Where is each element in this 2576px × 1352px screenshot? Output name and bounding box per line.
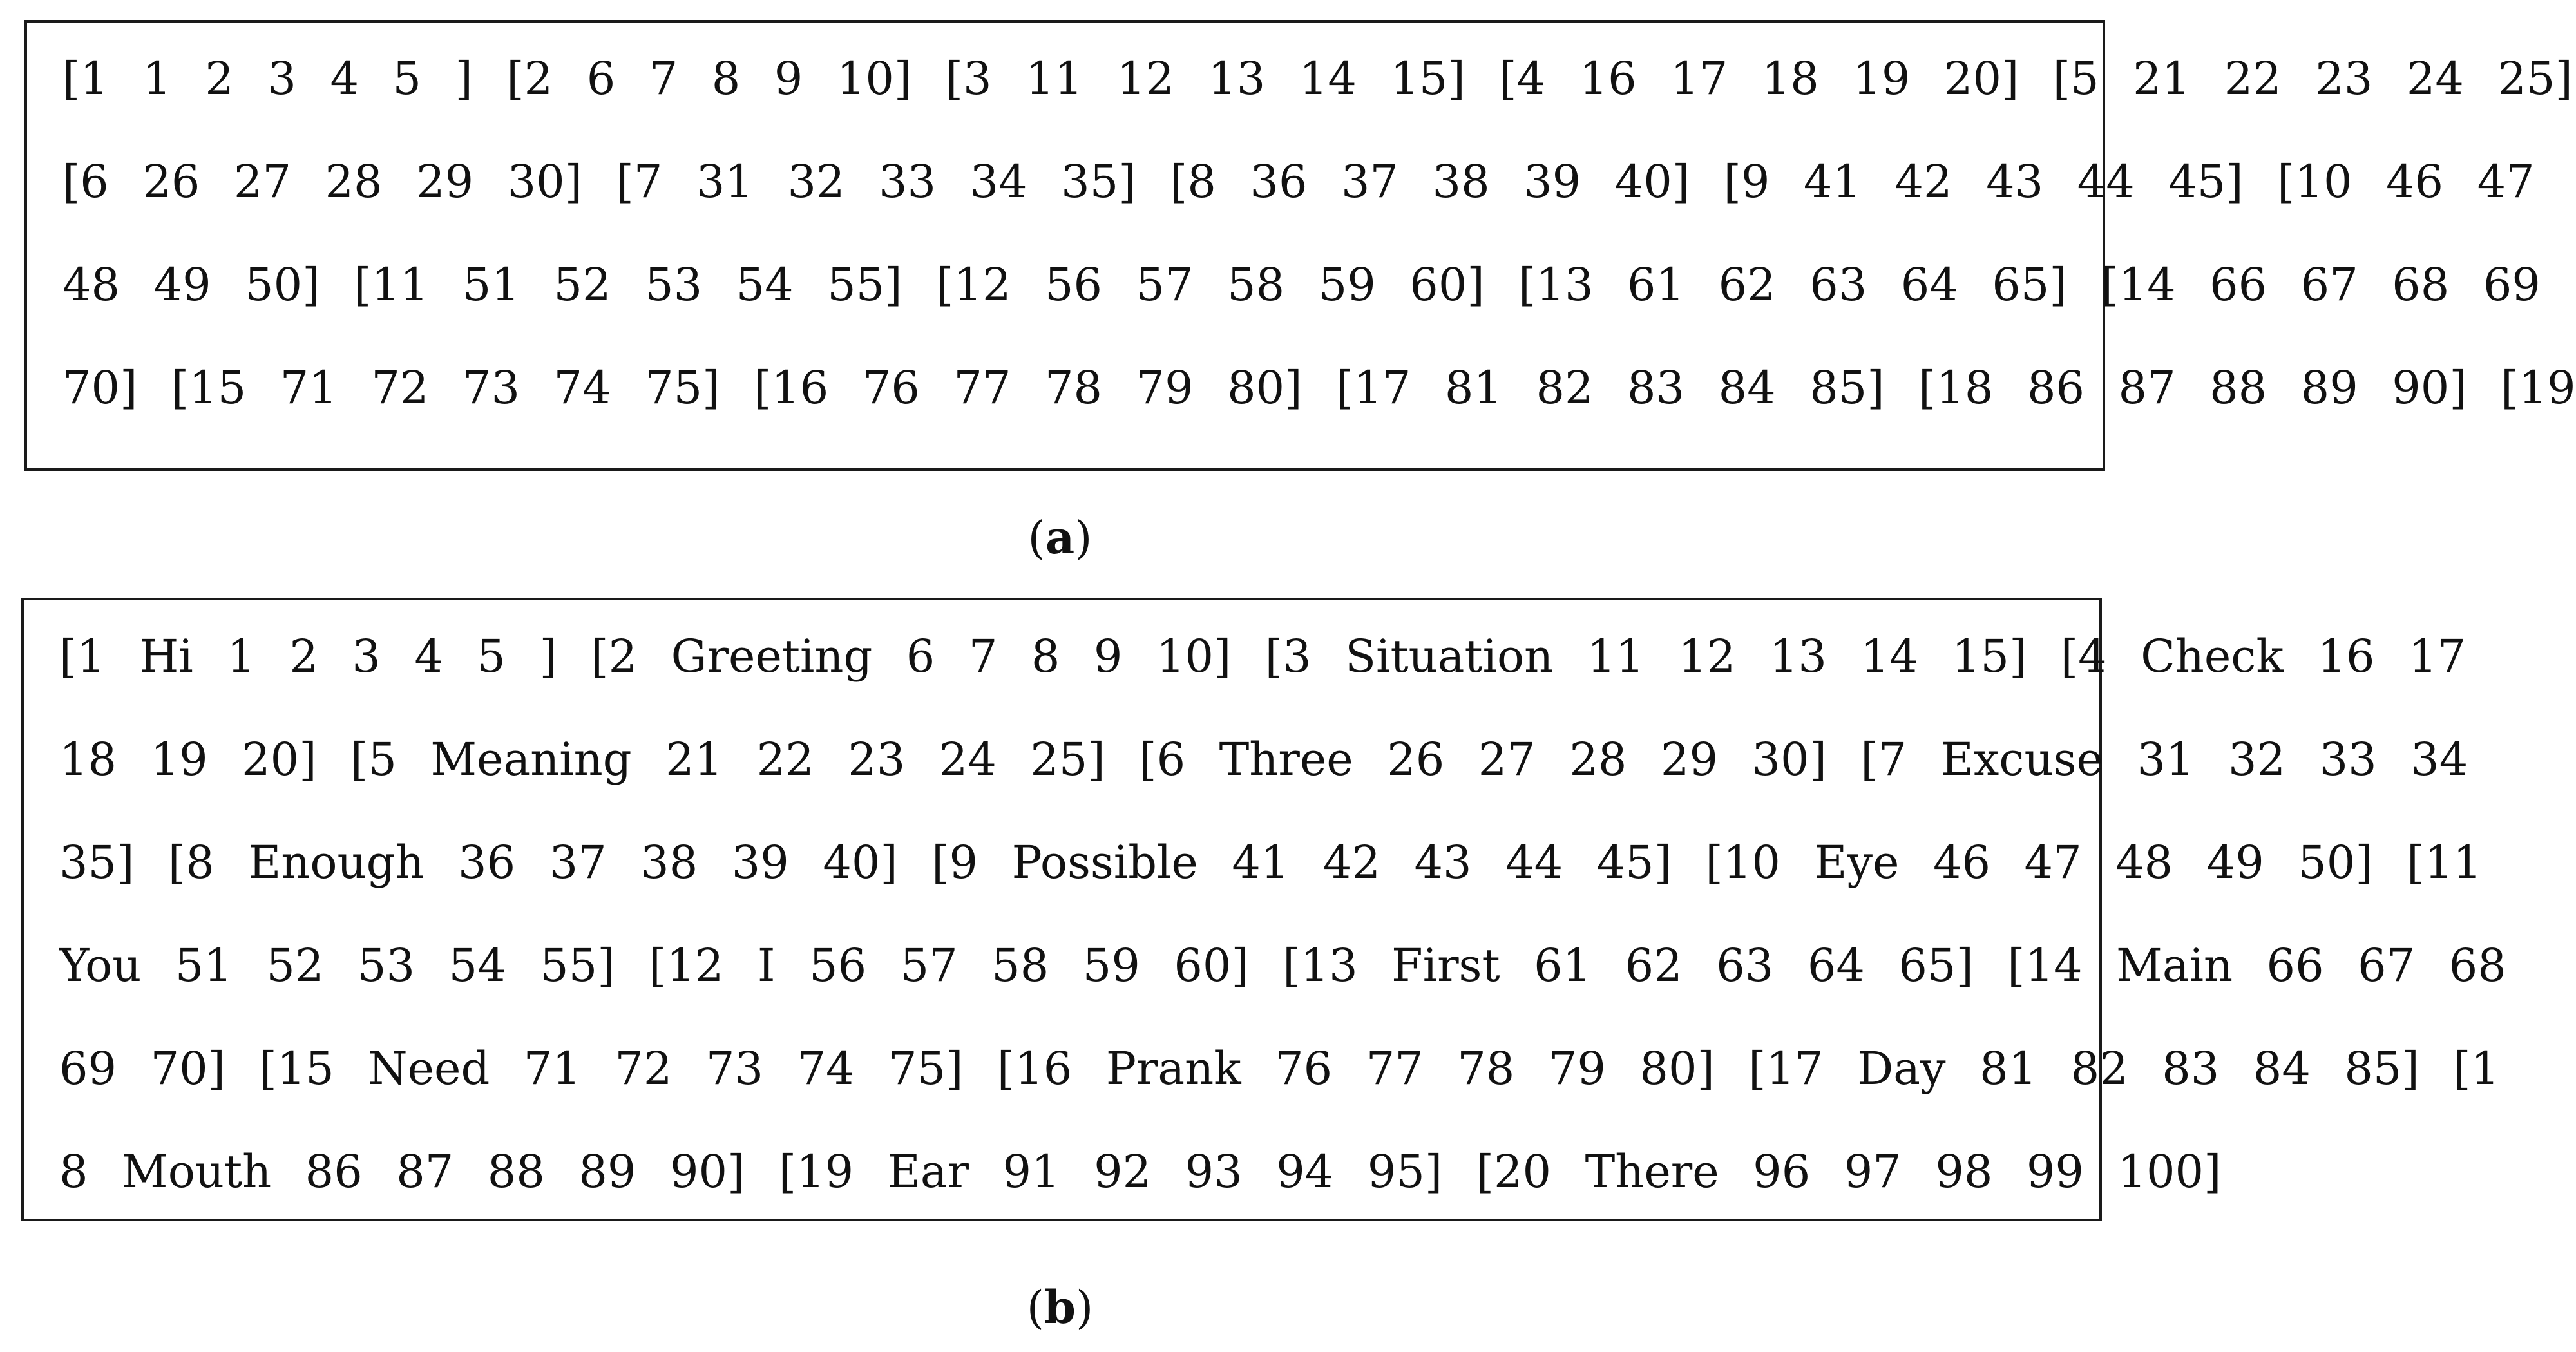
panel-b-caption bbox=[0, 1281, 2120, 1334]
panel-a-line-3: 48 49 50] [11 51 52 53 54 55] [12 56 57 58 59 60] [13 61 62 63 64 65] [14 66 67 68 69 bbox=[62, 258, 2541, 311]
caption-label: a bbox=[1045, 511, 1075, 564]
panel-a-box bbox=[24, 20, 2576, 471]
caption-label: b bbox=[1044, 1281, 1076, 1334]
panel-b-line-6: 8 Mouth 86 87 88 89 90] [19 Ear 91 92 93 94 95] [20 There 96 97 98 99 100] bbox=[59, 1145, 2222, 1198]
panel-a-line-4: 70] [15 71 72 73 74 75] [16 76 77 78 79 80] [17 81 82 83 84 85] [18 86 87 88 89 90] [19 bbox=[62, 361, 2576, 414]
panel-a-line-1: [1 1 2 3 4 5 ] [2 6 7 8 9 10] [3 11 12 13 14 15] [4 16 17 18 19 20] [5 21 22 23 24 25] bbox=[62, 52, 2573, 105]
panel-b-box bbox=[21, 598, 2506, 1221]
caption-close-paren: ) bbox=[1074, 511, 1092, 564]
panel-b-line-5: 69 70] [15 Need 71 72 73 74 75] [16 Prank 76 77 78 79 80] [17 Day 81 82 83 84 85] [1 bbox=[59, 1042, 2500, 1095]
panel-b-line-4: You 51 52 53 54 55] [12 I 56 57 58 59 60] [13 First 61 62 63 64 65] [14 Main 66 67 68 bbox=[59, 939, 2506, 992]
caption-close-paren: ) bbox=[1075, 1281, 1094, 1334]
panel-b-line-1: [1 Hi 1 2 3 4 5 ] [2 Greeting 6 7 8 9 10] [3 Situation 11 12 13 14 15] [4 Check 16 17 bbox=[59, 630, 2466, 683]
caption-open-paren: ( bbox=[1027, 511, 1045, 564]
panel-b-line-3: 35] [8 Enough 36 37 38 39 40] [9 Possible 41 42 43 44 45] [10 Eye 46 47 48 49 50] [11 bbox=[59, 836, 2482, 889]
panel-b-line-2: 18 19 20] [5 Meaning 21 22 23 24 25] [6 Three 26 27 28 29 30] [7 Excuse 31 32 33 34 bbox=[59, 733, 2468, 786]
panel-a-caption bbox=[0, 511, 2120, 564]
panel-a-line-2: [6 26 27 28 29 30] [7 31 32 33 34 35] [8 36 37 38 39 40] [9 41 42 43 44 45] [10 46 47 bbox=[62, 155, 2535, 208]
caption-open-paren: ( bbox=[1026, 1281, 1045, 1334]
